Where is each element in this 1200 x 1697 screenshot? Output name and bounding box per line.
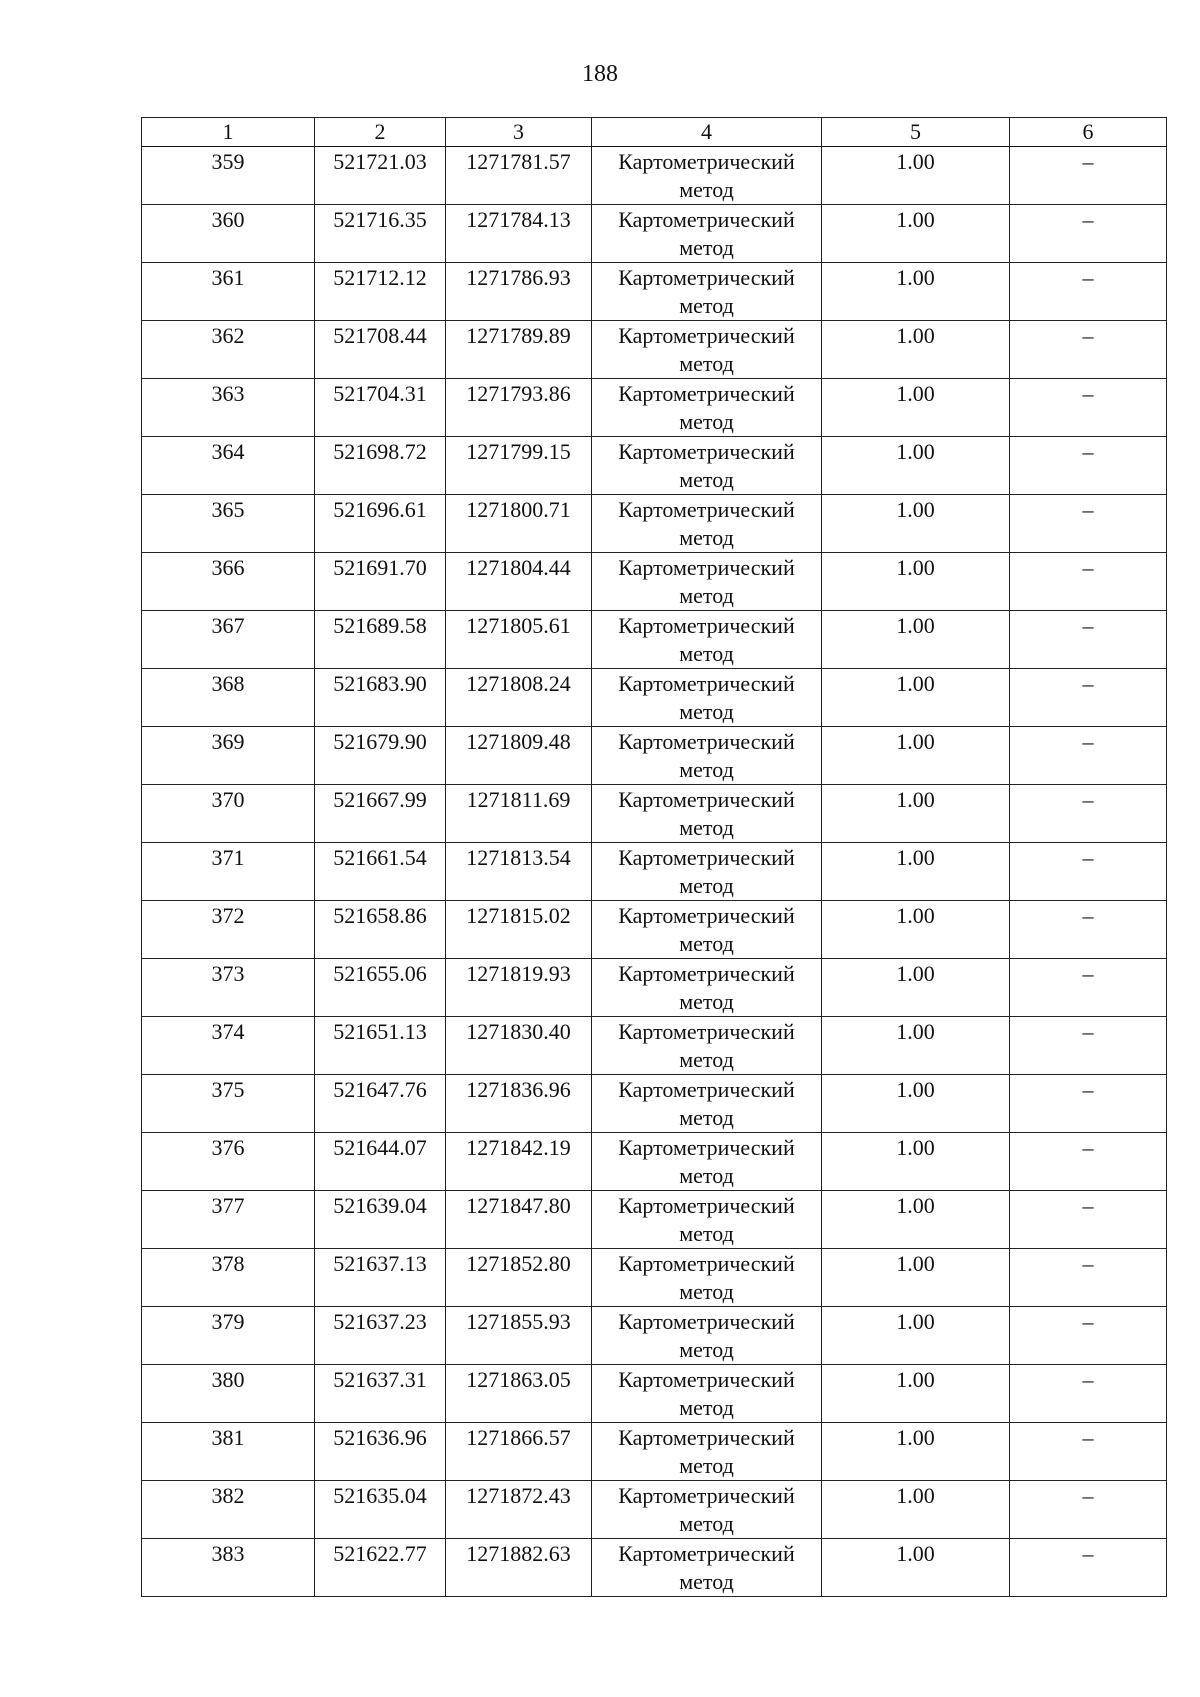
method-line-1: Картометрический: [618, 1077, 795, 1102]
point-number-cell: 369: [142, 727, 315, 785]
note-cell: –: [1010, 553, 1167, 611]
table-row: [142, 727, 1167, 785]
note-cell: –: [1010, 1017, 1167, 1075]
note-cell: –: [1010, 669, 1167, 727]
note-cell: –: [1010, 1539, 1167, 1597]
note-cell: –: [1010, 1365, 1167, 1423]
note-cell: –: [1010, 1075, 1167, 1133]
note-cell: –: [1010, 205, 1167, 263]
method-line-2: метод: [679, 351, 734, 376]
table-row: [142, 437, 1167, 495]
x-coordinate-cell: 521704.31: [315, 379, 446, 437]
accuracy-cell: 1.00: [822, 1539, 1010, 1597]
table-row: [142, 263, 1167, 321]
note-cell: –: [1010, 959, 1167, 1017]
point-number-cell: 368: [142, 669, 315, 727]
x-coordinate-cell: 521696.61: [315, 495, 446, 553]
method-cell: [592, 321, 822, 379]
table-row: [142, 553, 1167, 611]
accuracy-cell: 1.00: [822, 1191, 1010, 1249]
y-coordinate-cell: 1271808.24: [446, 669, 592, 727]
method-line-2: метод: [679, 409, 734, 434]
note-cell: –: [1010, 1423, 1167, 1481]
note-cell: –: [1010, 785, 1167, 843]
point-number-cell: 364: [142, 437, 315, 495]
column-header-6: 6: [1010, 118, 1167, 147]
accuracy-cell: 1.00: [822, 611, 1010, 669]
y-coordinate-cell: 1271809.48: [446, 727, 592, 785]
method-line-1: Картометрический: [618, 729, 795, 754]
method-cell: [592, 901, 822, 959]
y-coordinate-cell: 1271855.93: [446, 1307, 592, 1365]
method-line-2: метод: [679, 757, 734, 782]
column-header-5: 5: [822, 118, 1010, 147]
note-cell: –: [1010, 1307, 1167, 1365]
method-cell: [592, 379, 822, 437]
note-cell: –: [1010, 437, 1167, 495]
table-row: [142, 205, 1167, 263]
x-coordinate-cell: 521635.04: [315, 1481, 446, 1539]
point-number-cell: 380: [142, 1365, 315, 1423]
table-row: [142, 1017, 1167, 1075]
y-coordinate-cell: 1271781.57: [446, 147, 592, 205]
method-cell: [592, 843, 822, 901]
method-cell: [592, 1307, 822, 1365]
x-coordinate-cell: 521647.76: [315, 1075, 446, 1133]
x-coordinate-cell: 521661.54: [315, 843, 446, 901]
table-row: [142, 1365, 1167, 1423]
column-header-1: 1: [142, 118, 315, 147]
y-coordinate-cell: 1271786.93: [446, 263, 592, 321]
table-row: [142, 147, 1167, 205]
method-line-2: метод: [679, 467, 734, 492]
x-coordinate-cell: 521691.70: [315, 553, 446, 611]
y-coordinate-cell: 1271847.80: [446, 1191, 592, 1249]
y-coordinate-cell: 1271872.43: [446, 1481, 592, 1539]
point-number-cell: 379: [142, 1307, 315, 1365]
point-number-cell: 365: [142, 495, 315, 553]
y-coordinate-cell: 1271805.61: [446, 611, 592, 669]
method-line-1: Картометрический: [618, 381, 795, 406]
method-line-2: метод: [679, 1569, 734, 1594]
method-cell: [592, 727, 822, 785]
x-coordinate-cell: 521683.90: [315, 669, 446, 727]
y-coordinate-cell: 1271863.05: [446, 1365, 592, 1423]
method-line-1: Картометрический: [618, 903, 795, 928]
method-line-1: Картометрический: [618, 613, 795, 638]
method-line-1: Картометрический: [618, 497, 795, 522]
method-line-2: метод: [679, 873, 734, 898]
accuracy-cell: 1.00: [822, 553, 1010, 611]
table-row: [142, 321, 1167, 379]
note-cell: –: [1010, 901, 1167, 959]
coordinates-table: [141, 117, 1167, 1597]
y-coordinate-cell: 1271836.96: [446, 1075, 592, 1133]
x-coordinate-cell: 521622.77: [315, 1539, 446, 1597]
y-coordinate-cell: 1271813.54: [446, 843, 592, 901]
note-cell: –: [1010, 1249, 1167, 1307]
x-coordinate-cell: 521639.04: [315, 1191, 446, 1249]
x-coordinate-cell: 521637.13: [315, 1249, 446, 1307]
table-row: [142, 1481, 1167, 1539]
method-cell: [592, 1017, 822, 1075]
y-coordinate-cell: 1271811.69: [446, 785, 592, 843]
column-header-4: 4: [592, 118, 822, 147]
method-line-1: Картометрический: [618, 1193, 795, 1218]
x-coordinate-cell: 521716.35: [315, 205, 446, 263]
y-coordinate-cell: 1271804.44: [446, 553, 592, 611]
table-body: [142, 147, 1167, 1597]
table-row: [142, 785, 1167, 843]
method-cell: [592, 147, 822, 205]
method-line-2: метод: [679, 1221, 734, 1246]
method-line-1: Картометрический: [618, 1309, 795, 1334]
method-line-2: метод: [679, 931, 734, 956]
x-coordinate-cell: 521637.23: [315, 1307, 446, 1365]
y-coordinate-cell: 1271819.93: [446, 959, 592, 1017]
point-number-cell: 373: [142, 959, 315, 1017]
table-row: [142, 669, 1167, 727]
point-number-cell: 360: [142, 205, 315, 263]
note-cell: –: [1010, 263, 1167, 321]
method-line-1: Картометрический: [618, 787, 795, 812]
method-cell: [592, 437, 822, 495]
method-line-2: метод: [679, 235, 734, 260]
table-row: [142, 379, 1167, 437]
x-coordinate-cell: 521712.12: [315, 263, 446, 321]
point-number-cell: 371: [142, 843, 315, 901]
point-number-cell: 376: [142, 1133, 315, 1191]
table-row: [142, 843, 1167, 901]
method-line-2: метод: [679, 1163, 734, 1188]
accuracy-cell: 1.00: [822, 1017, 1010, 1075]
accuracy-cell: 1.00: [822, 901, 1010, 959]
method-line-1: Картометрический: [618, 1367, 795, 1392]
table-row: [142, 1133, 1167, 1191]
x-coordinate-cell: 521679.90: [315, 727, 446, 785]
method-line-1: Картометрический: [618, 1425, 795, 1450]
accuracy-cell: 1.00: [822, 1249, 1010, 1307]
x-coordinate-cell: 521637.31: [315, 1365, 446, 1423]
point-number-cell: 366: [142, 553, 315, 611]
x-coordinate-cell: 521721.03: [315, 147, 446, 205]
table-header: [142, 118, 1167, 147]
x-coordinate-cell: 521667.99: [315, 785, 446, 843]
point-number-cell: 359: [142, 147, 315, 205]
method-line-1: Картометрический: [618, 1251, 795, 1276]
method-line-2: метод: [679, 1337, 734, 1362]
page-number: 188: [582, 61, 618, 87]
method-line-1: Картометрический: [618, 1483, 795, 1508]
method-line-1: Картометрический: [618, 149, 795, 174]
method-line-1: Картометрический: [618, 555, 795, 580]
method-cell: [592, 611, 822, 669]
accuracy-cell: 1.00: [822, 321, 1010, 379]
method-line-2: метод: [679, 1279, 734, 1304]
method-cell: [592, 205, 822, 263]
method-cell: [592, 1191, 822, 1249]
method-cell: [592, 553, 822, 611]
column-header-3: 3: [446, 118, 592, 147]
method-line-2: метод: [679, 293, 734, 318]
table-row: [142, 1075, 1167, 1133]
point-number-cell: 363: [142, 379, 315, 437]
method-cell: [592, 1539, 822, 1597]
method-line-2: метод: [679, 1395, 734, 1420]
note-cell: –: [1010, 727, 1167, 785]
note-cell: –: [1010, 1133, 1167, 1191]
method-line-1: Картометрический: [618, 671, 795, 696]
method-line-2: метод: [679, 989, 734, 1014]
x-coordinate-cell: 521651.13: [315, 1017, 446, 1075]
point-number-cell: 361: [142, 263, 315, 321]
note-cell: –: [1010, 1191, 1167, 1249]
accuracy-cell: 1.00: [822, 843, 1010, 901]
method-line-2: метод: [679, 583, 734, 608]
x-coordinate-cell: 521636.96: [315, 1423, 446, 1481]
method-cell: [592, 1481, 822, 1539]
method-cell: [592, 959, 822, 1017]
method-line-1: Картометрический: [618, 265, 795, 290]
method-line-1: Картометрический: [618, 961, 795, 986]
point-number-cell: 372: [142, 901, 315, 959]
method-line-1: Картометрический: [618, 207, 795, 232]
x-coordinate-cell: 521689.58: [315, 611, 446, 669]
point-number-cell: 370: [142, 785, 315, 843]
y-coordinate-cell: 1271800.71: [446, 495, 592, 553]
point-number-cell: 375: [142, 1075, 315, 1133]
table-row: [142, 611, 1167, 669]
accuracy-cell: 1.00: [822, 669, 1010, 727]
y-coordinate-cell: 1271852.80: [446, 1249, 592, 1307]
method-cell: [592, 1365, 822, 1423]
accuracy-cell: 1.00: [822, 1365, 1010, 1423]
method-line-1: Картометрический: [618, 439, 795, 464]
accuracy-cell: 1.00: [822, 959, 1010, 1017]
accuracy-cell: 1.00: [822, 263, 1010, 321]
accuracy-cell: 1.00: [822, 1481, 1010, 1539]
method-line-2: метод: [679, 1105, 734, 1130]
note-cell: –: [1010, 611, 1167, 669]
header-row: [142, 118, 1167, 147]
method-line-1: Картометрический: [618, 323, 795, 348]
x-coordinate-cell: 521708.44: [315, 321, 446, 379]
point-number-cell: 374: [142, 1017, 315, 1075]
accuracy-cell: 1.00: [822, 495, 1010, 553]
note-cell: –: [1010, 321, 1167, 379]
table-row: [142, 495, 1167, 553]
note-cell: –: [1010, 843, 1167, 901]
accuracy-cell: 1.00: [822, 379, 1010, 437]
y-coordinate-cell: 1271793.86: [446, 379, 592, 437]
accuracy-cell: 1.00: [822, 785, 1010, 843]
note-cell: –: [1010, 379, 1167, 437]
method-line-2: метод: [679, 699, 734, 724]
method-line-2: метод: [679, 525, 734, 550]
accuracy-cell: 1.00: [822, 1307, 1010, 1365]
method-cell: [592, 1133, 822, 1191]
method-cell: [592, 785, 822, 843]
accuracy-cell: 1.00: [822, 1133, 1010, 1191]
method-line-2: метод: [679, 641, 734, 666]
method-line-2: метод: [679, 177, 734, 202]
y-coordinate-cell: 1271830.40: [446, 1017, 592, 1075]
accuracy-cell: 1.00: [822, 147, 1010, 205]
y-coordinate-cell: 1271784.13: [446, 205, 592, 263]
y-coordinate-cell: 1271815.02: [446, 901, 592, 959]
method-line-1: Картометрический: [618, 1019, 795, 1044]
point-number-cell: 362: [142, 321, 315, 379]
table-row: [142, 1423, 1167, 1481]
x-coordinate-cell: 521698.72: [315, 437, 446, 495]
accuracy-cell: 1.00: [822, 1423, 1010, 1481]
y-coordinate-cell: 1271842.19: [446, 1133, 592, 1191]
method-cell: [592, 669, 822, 727]
point-number-cell: 383: [142, 1539, 315, 1597]
method-line-1: Картометрический: [618, 845, 795, 870]
accuracy-cell: 1.00: [822, 437, 1010, 495]
y-coordinate-cell: 1271789.89: [446, 321, 592, 379]
method-line-2: метод: [679, 1511, 734, 1536]
table-row: [142, 1249, 1167, 1307]
table-row: [142, 959, 1167, 1017]
point-number-cell: 367: [142, 611, 315, 669]
point-number-cell: 378: [142, 1249, 315, 1307]
method-cell: [592, 1075, 822, 1133]
note-cell: –: [1010, 495, 1167, 553]
column-header-2: 2: [315, 118, 446, 147]
table-row: [142, 901, 1167, 959]
y-coordinate-cell: 1271799.15: [446, 437, 592, 495]
y-coordinate-cell: 1271866.57: [446, 1423, 592, 1481]
point-number-cell: 381: [142, 1423, 315, 1481]
point-number-cell: 377: [142, 1191, 315, 1249]
table-row: [142, 1539, 1167, 1597]
x-coordinate-cell: 521655.06: [315, 959, 446, 1017]
method-cell: [592, 1423, 822, 1481]
method-line-2: метод: [679, 815, 734, 840]
method-line-2: метод: [679, 1047, 734, 1072]
method-line-2: метод: [679, 1453, 734, 1478]
note-cell: –: [1010, 1481, 1167, 1539]
x-coordinate-cell: 521644.07: [315, 1133, 446, 1191]
accuracy-cell: 1.00: [822, 1075, 1010, 1133]
method-cell: [592, 263, 822, 321]
method-cell: [592, 1249, 822, 1307]
y-coordinate-cell: 1271882.63: [446, 1539, 592, 1597]
accuracy-cell: 1.00: [822, 205, 1010, 263]
note-cell: –: [1010, 147, 1167, 205]
x-coordinate-cell: 521658.86: [315, 901, 446, 959]
point-number-cell: 382: [142, 1481, 315, 1539]
table-row: [142, 1307, 1167, 1365]
method-line-1: Картометрический: [618, 1135, 795, 1160]
method-cell: [592, 495, 822, 553]
method-line-1: Картометрический: [618, 1541, 795, 1566]
table-row: [142, 1191, 1167, 1249]
accuracy-cell: 1.00: [822, 727, 1010, 785]
